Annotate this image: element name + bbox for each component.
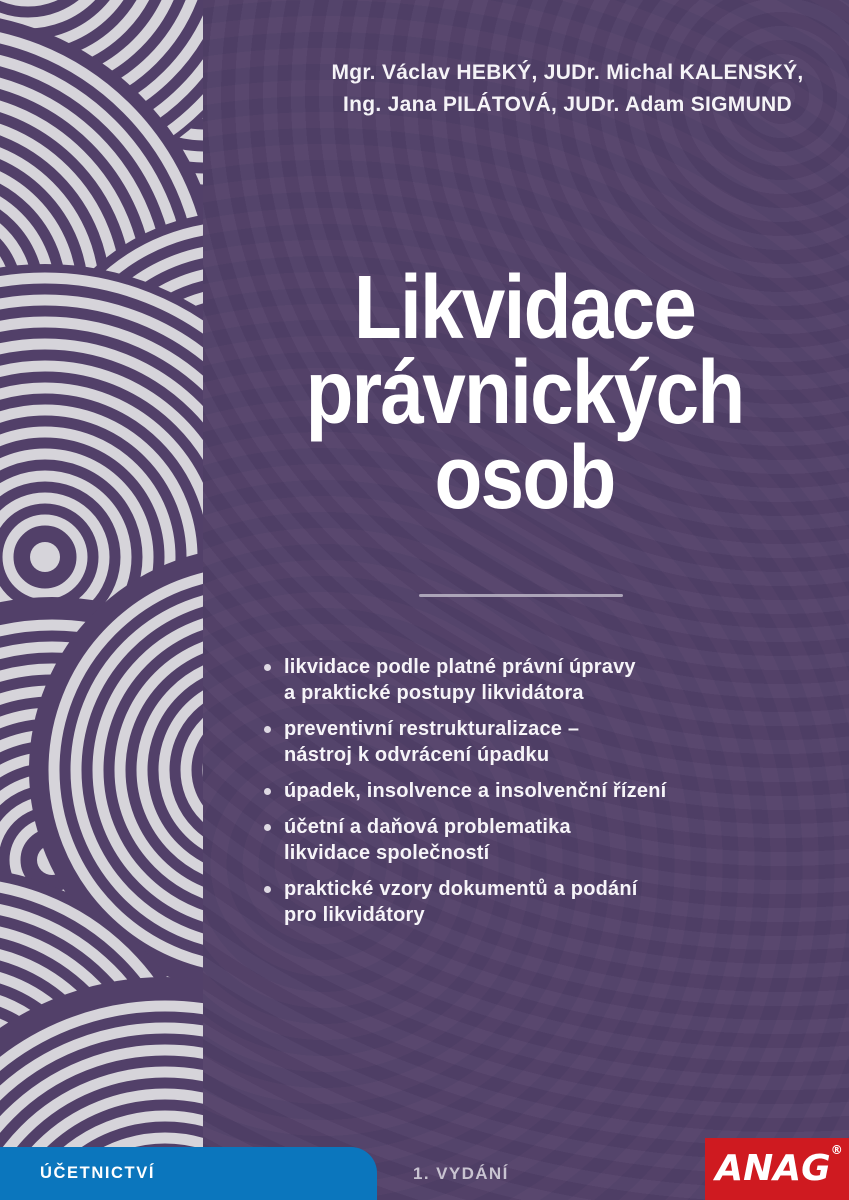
bullet-dot-icon [264, 726, 271, 733]
list-item-line: praktické vzory dokumentů a podání [284, 878, 638, 900]
list-item-line: likvidace společností [284, 842, 490, 864]
bullet-dot-icon [264, 886, 271, 893]
title-line: osob [434, 428, 615, 528]
topics-list [264, 654, 744, 938]
list-item-line: a praktické postupy likvidátora [284, 682, 584, 704]
list-item [264, 716, 744, 768]
bullet-dot-icon [264, 824, 271, 831]
bullet-dot-icon [264, 664, 271, 671]
edition-label: 1. VYDÁNÍ [413, 1164, 509, 1183]
list-item [264, 814, 744, 866]
publisher-logo [705, 1138, 849, 1200]
author-line: Ing. Jana PILÁTOVÁ, JUDr. Adam SIGMUND [343, 93, 792, 116]
title-line: Likvidace [353, 258, 696, 358]
publisher-name: ANAG [715, 1148, 831, 1189]
list-item [264, 778, 744, 804]
author-line: Mgr. Václav HEBKÝ, JUDr. Michal KALENSKÝ, [331, 61, 804, 84]
list-item-line: likvidace podle platné právní úpravy [284, 656, 636, 678]
list-item-line: úpadek, insolvence a insolvenční řízení [284, 780, 667, 802]
list-item-line: pro likvidátory [284, 904, 425, 926]
bullet-dot-icon [264, 788, 271, 795]
divider-rule [419, 594, 623, 597]
authors-block [285, 57, 849, 121]
category-bar [0, 1147, 377, 1200]
list-item-line: nástroj k odvrácení úpadku [284, 744, 550, 766]
book-title [242, 258, 807, 528]
list-item [264, 654, 744, 706]
list-item-line: účetní a daňová problematika [284, 816, 571, 838]
category-label: ÚČETNICTVÍ [40, 1164, 155, 1182]
circle-pattern-art [0, 0, 203, 1200]
list-item [264, 876, 744, 928]
publisher-logo-text [715, 1143, 843, 1189]
title-line: právnických [305, 343, 744, 443]
list-item-line: preventivní restrukturalizace – [284, 718, 580, 740]
registered-trademark-icon: ® [830, 1143, 843, 1157]
